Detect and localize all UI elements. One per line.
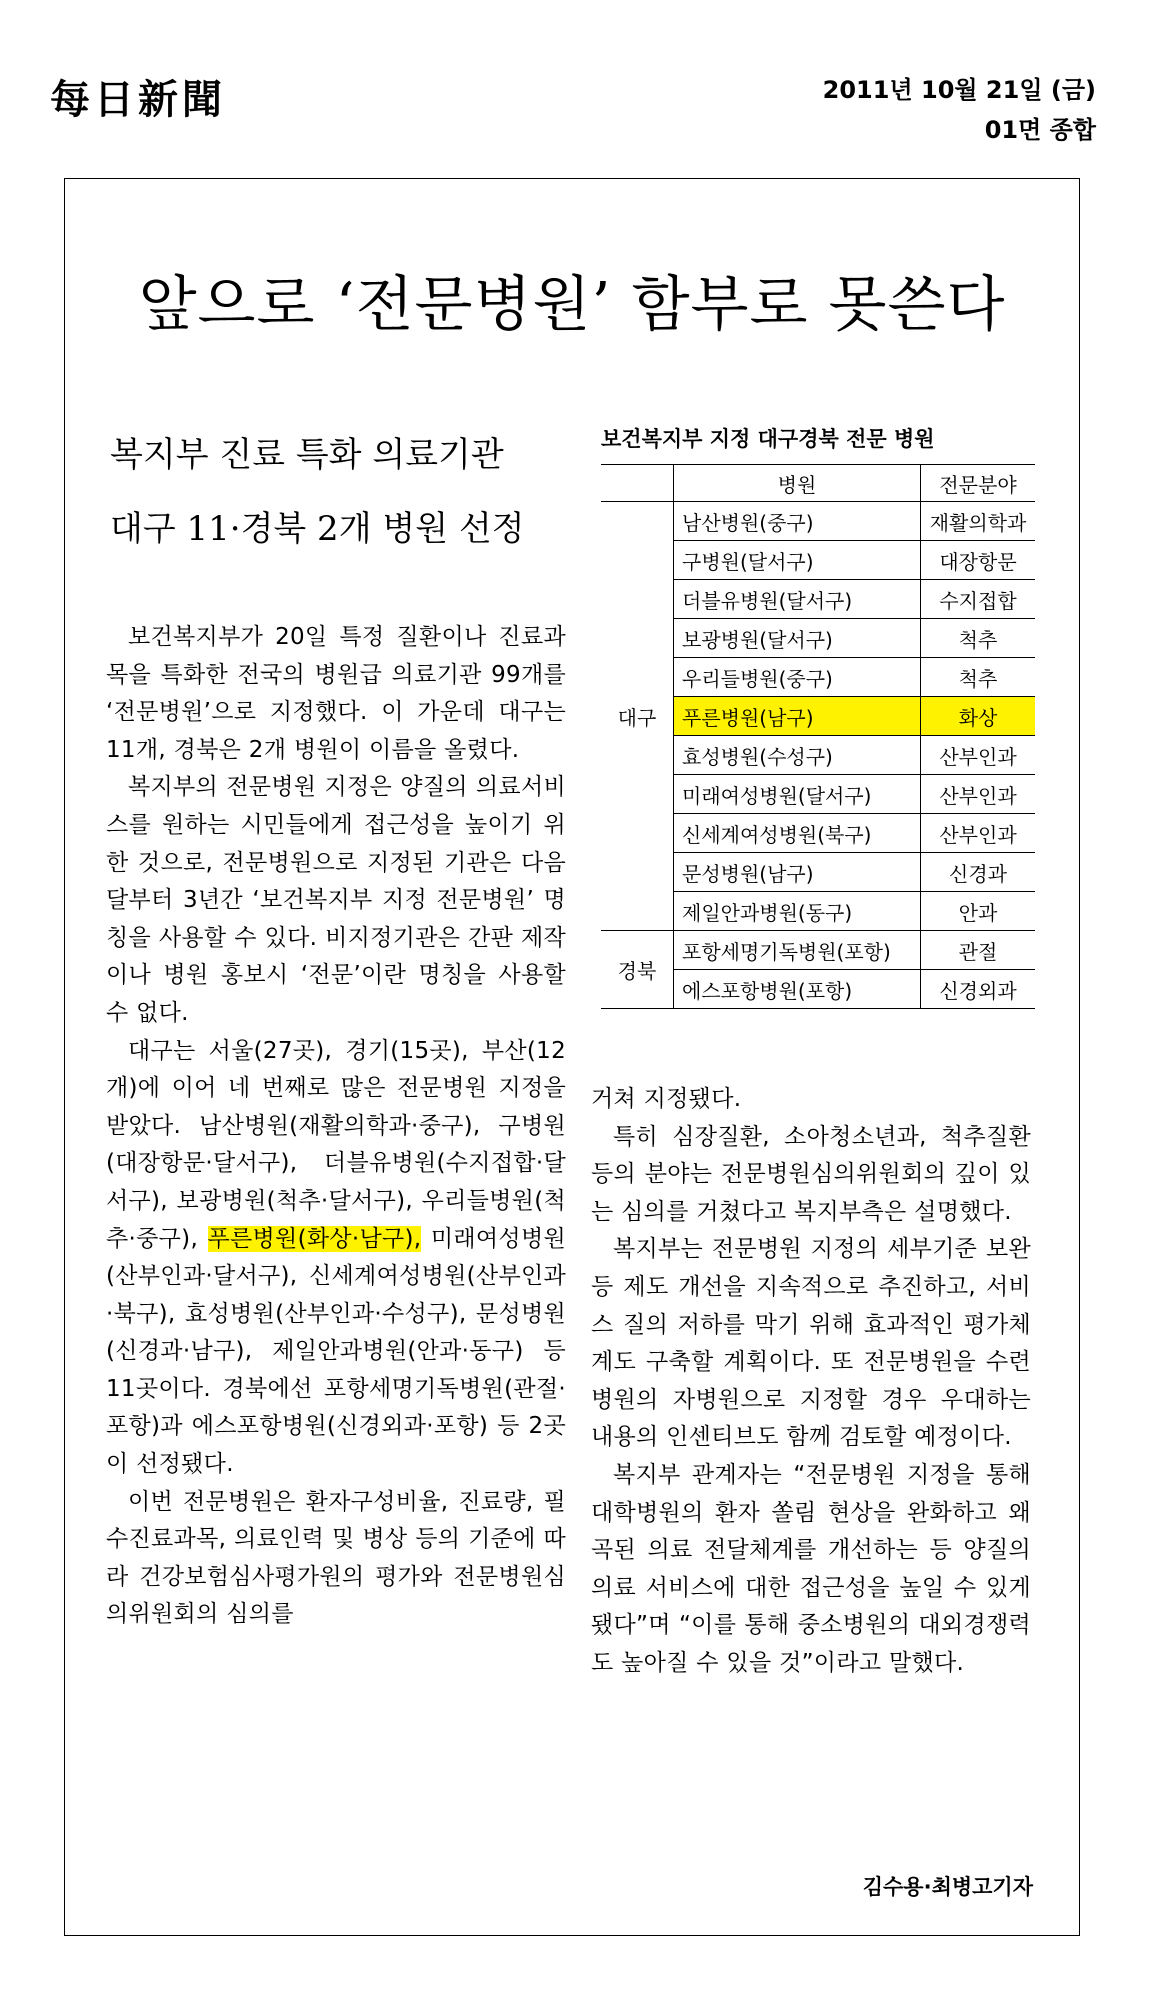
- page-section: 01면 종합: [984, 116, 1096, 144]
- body-paragraph: 복지부의 전문병원 지정은 양질의 의료서비스를 원하는 시민들에게 접근성을 높이기 위한 것으로, 전문병원으로 지정된 기관은 다음달부터 3년간 ‘보건복지부 지정 전문병원’ 명칭을 사용할 수 있다. 비지정기관은 간판 제작이나 병원 홍보시 ‘전문’이란 명칭을 사용할 수 없다.: [106, 774, 566, 1026]
- hospital-name-cell: 에스포항병원(포항): [674, 970, 921, 1009]
- header-specialty: 전문분야: [921, 465, 1036, 502]
- specialty-cell: 재활의학과: [921, 502, 1036, 541]
- hospital-name-cell: 문성병원(남구): [674, 853, 921, 892]
- body-paragraph: 이번 전문병원은 환자구성비율, 진료량, 필수진료과목, 의료인력 및 병상 등의 기준에 따라 건강보험심사평가원의 평가와 전문병원심의위원회의 심의를: [106, 1488, 566, 1628]
- body-paragraph: [106, 1033, 566, 1484]
- body-paragraph: 복지부는 전문병원 지정의 세부기준 보완 등 제도 개선을 지속적으로 추진하고, 서비스 질의 저하를 막기 위해 효과적인 평가체계도 구축할 계획이다. 또 전문병원을 수련병원의 자병원으로 지정할 경우 우대하는 내용의 인센티브도 함께 검토할 예정이다.: [591, 1236, 1031, 1451]
- article-frame: [64, 178, 1080, 1936]
- specialty-cell: 산부인과: [921, 814, 1036, 853]
- dateline: [823, 70, 1096, 150]
- body-paragraph: 복지부 관계자는 “전문병원 지정을 통해 대학병원의 환자 쏠림 현상을 완화하고 왜곡된 의료 전달체계를 개선하는 등 양질의 의료 서비스에 대한 접근성을 높일 수 있게 됐다”며 “이를 통해 중소병원의 대외경쟁력도 높아질 수 있을 것”이라고 말했다.: [591, 1461, 1031, 1676]
- article-body-left: [106, 619, 566, 1634]
- hospital-name-cell: 포항세명기독병원(포항): [674, 931, 921, 970]
- specialty-cell: 수지접합: [921, 580, 1036, 619]
- region-cell: 경북: [601, 931, 674, 1009]
- hospital-name-cell: 더블유병원(달서구): [674, 580, 921, 619]
- article-body-right: [591, 1081, 1031, 1683]
- specialty-cell: 산부인과: [921, 736, 1036, 775]
- region-cell: 대구: [601, 502, 674, 931]
- body-paragraph: 거쳐 지정됐다.: [591, 1086, 742, 1112]
- table-row: [601, 502, 1035, 541]
- specialty-cell: 화상: [921, 697, 1036, 736]
- specialty-cell: 산부인과: [921, 775, 1036, 814]
- body-text: 대구는 서울(27곳), 경기(15곳), 부산(12개)에 이어 네 번째로 많은 전문병원 지정을 받았다. 남산병원(재활의학과·중구), 구병원(대장항문·달서구), 더블유병원(수지접합·달서구), 보광병원(척추·달서구), 우리들병원(척추·중구),: [106, 1037, 566, 1252]
- specialty-cell: 신경과: [921, 853, 1036, 892]
- table-row: [601, 931, 1035, 970]
- specialty-cell: 척추: [921, 619, 1036, 658]
- hospital-name-cell: 미래여성병원(달서구): [674, 775, 921, 814]
- publication-date: 2011년 10월 21일 (금): [822, 76, 1096, 104]
- body-paragraph: 보건복지부가 20일 특정 질환이나 진료과목을 특화한 전국의 병원급 의료기관 99개를 ‘전문병원’으로 지정했다. 이 가운데 대구는 11개, 경북은 2개 병원이 이름을 올렸다.: [106, 624, 566, 763]
- highlighted-text: 푸른병원(화상·남구),: [207, 1225, 422, 1252]
- article-headline: 앞으로 ‘전문병원’ 함부로 못쓴다: [138, 270, 1006, 340]
- specialty-cell: 대장항문: [921, 541, 1036, 580]
- hospital-name-cell: 보광병원(달서구): [674, 619, 921, 658]
- table-header-row: [601, 465, 1035, 502]
- subheadline-2: 대구 11·경북 2개 병원 선정: [110, 509, 525, 549]
- specialty-cell: 척추: [921, 658, 1036, 697]
- hospital-name-cell: 남산병원(중구): [674, 502, 921, 541]
- hospital-name-cell: 푸른병원(남구): [674, 697, 921, 736]
- hospital-name-cell: 신세계여성병원(북구): [674, 814, 921, 853]
- hospital-name-cell: 제일안과병원(동구): [674, 892, 921, 931]
- hospital-name-cell: 구병원(달서구): [674, 541, 921, 580]
- newspaper-masthead: 每日新聞: [50, 76, 226, 123]
- header-region-cell: [601, 465, 674, 502]
- hospital-name-cell: 우리들병원(중구): [674, 658, 921, 697]
- body-text: 미래여성병원(산부인과·달서구), 신세계여성병원(산부인과·북구), 효성병원(산부인과·수성구), 문성병원(신경과·남구), 제일안과병원(안과·동구) 등 11곳이다. 경북에선 포항세명기독병원(관절·포항)과 에스포항병원(신경외과·포항) 등 2곳이 선정됐다.: [106, 1225, 566, 1478]
- byline: 김수용·최병고기자: [862, 1875, 1033, 1899]
- specialty-cell: 안과: [921, 892, 1036, 931]
- body-paragraph: 특히 심장질환, 소아청소년과, 척추질환 등의 분야는 전문병원심의위원회의 깊이 있는 심의를 거쳤다고 복지부측은 설명했다.: [591, 1123, 1031, 1225]
- specialty-cell: 신경외과: [921, 970, 1036, 1009]
- hospital-table: [601, 464, 1035, 1009]
- table-caption: 보건복지부 지정 대구경북 전문 병원: [601, 427, 935, 451]
- header-hospital: 병원: [674, 465, 921, 502]
- specialty-cell: 관절: [921, 931, 1036, 970]
- subheadline-1: 복지부 진료 특화 의료기관: [110, 435, 504, 475]
- hospital-name-cell: 효성병원(수성구): [674, 736, 921, 775]
